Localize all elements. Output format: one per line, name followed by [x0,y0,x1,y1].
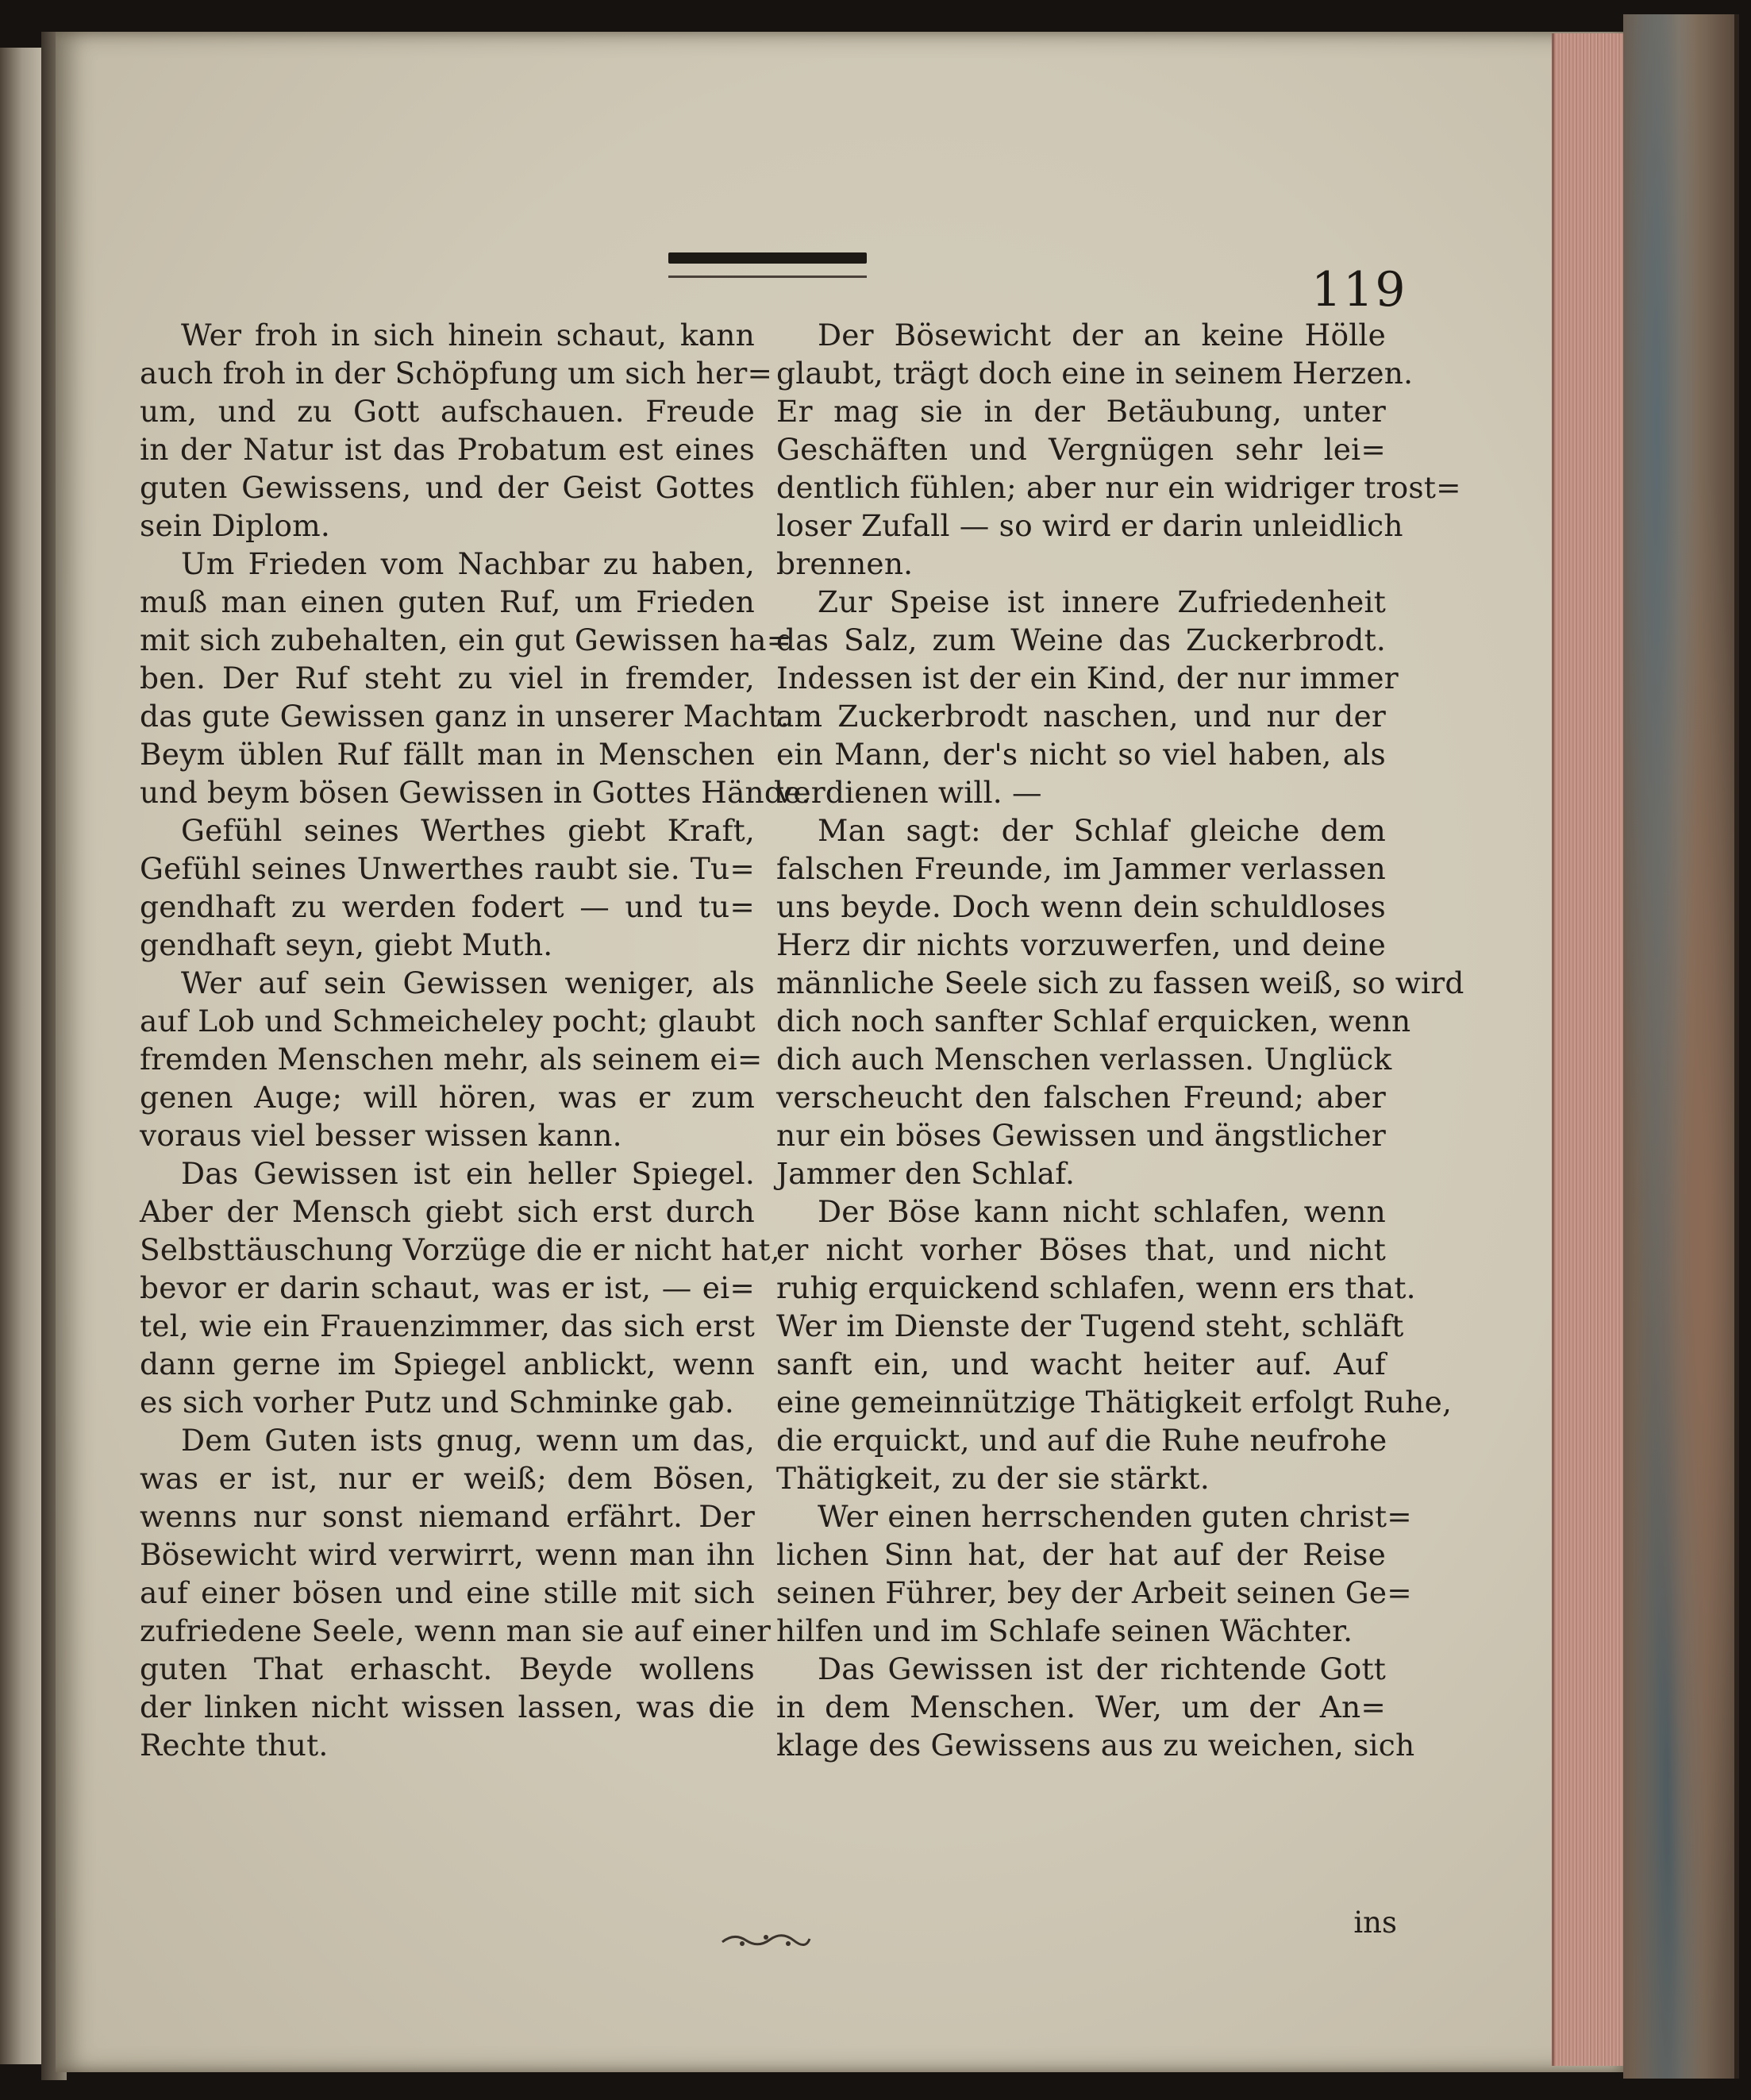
text-line: voraus viel besser wissen kann. [140,1118,622,1153]
page-number: 119 [1311,262,1407,318]
text-line: ruhig erquickend schlafen, wenn ers that. [776,1270,1416,1305]
text-line: Selbsttäuschung Vorzüge die er nicht hat, [140,1232,780,1267]
header-rule-thin [668,276,867,278]
text-line: Er mag sie in der Betäubung, unter [776,394,1386,429]
text-line: genen Auge; will hören, was er zum [140,1080,755,1115]
text-line: muß man einen guten Ruf, um Frieden [140,584,755,619]
text-line: Rechte thut. [140,1728,329,1763]
text-line: sanft ein, und wacht heiter auf. Auf [776,1347,1386,1381]
text-line: Man sagt: der Schlaf gleiche dem [818,813,1386,848]
text-line: Wer im Dienste der Tugend steht, schläft [776,1308,1404,1343]
tailpiece-ornament-icon [718,1928,814,1952]
text-line: verscheucht den falschen Freund; aber [776,1080,1386,1115]
text-line: Zur Speise ist innere Zufriedenheit [818,584,1386,619]
text-line: Geschäften und Vergnügen sehr lei= [776,432,1386,467]
text-line: Wer einen herrschenden guten christ= [818,1499,1412,1534]
text-line: ben. Der Ruf steht zu viel in fremder, [140,661,755,696]
text-line: und beym bösen Gewissen in Gottes Hände. [140,775,811,810]
text-line: Gefühl seines Werthes giebt Kraft, [181,813,755,848]
right-text-column [776,316,1464,1764]
page-fore-edge [1552,33,1630,2066]
text-line: Wer froh in sich hinein schaut, kann [181,318,755,353]
marbled-cover [1623,14,1739,2079]
text-line: Indessen ist der ein Kind, der nur immer [776,661,1399,696]
text-line: Der Bösewicht der an keine Hölle [818,318,1386,353]
text-line: Herz dir nichts vorzuwerfen, und deine [776,927,1386,962]
text-line: zufriedene Seele, wenn man sie auf einer [140,1613,772,1648]
text-line: in der Natur ist das Probatum est eines [140,432,755,467]
text-line: es sich vorher Putz und Schminke gab. [140,1385,734,1420]
text-line: Der Böse kann nicht schlafen, wenn [818,1194,1386,1229]
text-line: Gefühl seines Unwerthes raubt sie. Tu= [140,851,755,886]
text-line: seinen Führer, bey der Arbeit seinen Ge= [776,1575,1412,1610]
text-line: die erquickt, und auf die Ruhe neufrohe [776,1423,1387,1458]
text-line: auch froh in der Schöpfung um sich her= [140,356,773,391]
text-line: wenns nur sonst niemand erfährt. Der [140,1499,755,1534]
text-line: auf Lob und Schmeicheley pocht; glaubt [140,1004,756,1038]
text-line: Dem Guten ists gnug, wenn um das, [181,1423,755,1458]
text-line: bevor er darin schaut, was er ist, — ei= [140,1270,755,1305]
text-line: in dem Menschen. Wer, um der An= [776,1690,1386,1724]
text-line: Thätigkeit, zu der sie stärkt. [776,1461,1210,1496]
text-line: Um Frieden vom Nachbar zu haben, [181,546,755,581]
catchword: ins [1353,1905,1397,1940]
text-line: auf einer bösen und eine stille mit sich [140,1575,755,1610]
text-line: das gute Gewissen ganz in unserer Macht. [140,699,790,734]
text-line: am Zuckerbrodt naschen, und nur der [776,699,1386,734]
text-line: dich auch Menschen verlassen. Unglück [776,1042,1392,1077]
text-line: gendhaft seyn, giebt Muth. [140,927,553,962]
text-line: der linken nicht wissen lassen, was die [140,1690,755,1724]
header-rule [668,252,867,264]
text-line: falschen Freunde, im Jammer verlassen [776,851,1386,886]
text-line: Aber der Mensch giebt sich erst durch [140,1194,755,1229]
text-line: gendhaft zu werden fodert — und tu= [140,889,755,924]
text-line: Bösewicht wird verwirrt, wenn man ihn [140,1537,755,1572]
text-line: er nicht vorher Böses that, und nicht [776,1232,1386,1267]
text-line: Beym üblen Ruf fällt man in Menschen [140,737,755,772]
left-text-column [140,316,811,1764]
text-line: Jammer den Schlaf. [776,1156,1076,1191]
text-line: männliche Seele sich zu fassen weiß, so wird [776,965,1464,1000]
text-line: das Salz, zum Weine das Zuckerbrodt. [776,622,1386,657]
text-line: Das Gewissen ist ein heller Spiegel. [181,1156,755,1191]
text-line: mit sich zubehalten, ein gut Gewissen ha= [140,622,792,657]
text-line: dich noch sanfter Schlaf erquicken, wenn [776,1004,1411,1038]
text-line: fremden Menschen mehr, als seinem ei= [140,1042,763,1077]
text-line: brennen. [776,546,914,581]
text-line: was er ist, nur er weiß; dem Bösen, [140,1461,755,1496]
text-line: um, und zu Gott aufschauen. Freude [140,394,755,429]
text-line: guten That erhascht. Beyde wollens [140,1651,755,1686]
text-line: hilfen und im Schlafe seinen Wächter. [776,1613,1353,1648]
text-line: ein Mann, der's nicht so viel haben, als [776,737,1386,772]
text-line: dann gerne im Spiegel anblickt, wenn [140,1347,755,1381]
text-line: verdienen will. — [776,775,1042,810]
text-line: lichen Sinn hat, der hat auf der Reise [776,1537,1386,1572]
text-line: Wer auf sein Gewissen weniger, als [181,965,755,1000]
text-line: nur ein böses Gewissen und ängstlicher [776,1118,1386,1153]
text-line: sein Diplom. [140,508,331,543]
text-line: eine gemeinnützige Thätigkeit erfolgt Ruhe, [776,1385,1453,1420]
text-line: uns beyde. Doch wenn dein schuldloses [776,889,1386,924]
text-line: guten Gewissens, und der Geist Gottes [140,470,755,505]
text-line: dentlich fühlen; aber nur ein widriger trost= [776,470,1461,505]
text-line: tel, wie ein Frauenzimmer, das sich erst [140,1308,755,1343]
text-line: klage des Gewissens aus zu weichen, sich [776,1728,1415,1763]
text-line: loser Zufall — so wird er darin unleidlich [776,508,1403,543]
text-line: glaubt, trägt doch eine in seinem Herzen. [776,356,1414,391]
text-line: Das Gewissen ist der richtende Gott [818,1651,1386,1686]
